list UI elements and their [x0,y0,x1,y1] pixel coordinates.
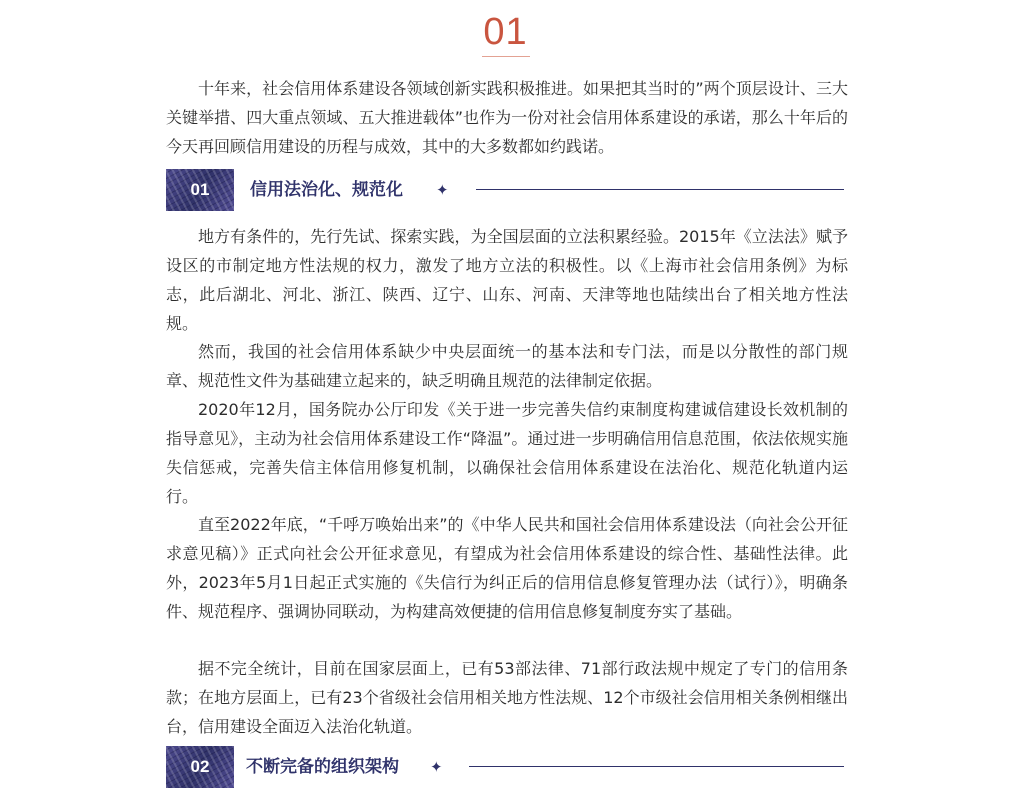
section-title: 信用法治化、规范化 [250,180,403,200]
section-header-02 [166,746,846,788]
body-paragraph: 地方有条件的，先行先试、探索实践，为全国层面的立法积累经验。2015年《立法法》赋予设区的市制定地方性法规的权力，激发了地方立法的积极性。以《上海市社会信用条例》为标志，此后湖北、河北、浙江、陕西、辽宁、山东、河南、天津等地也陆续出台了相关地方性法规。 [166,227,848,333]
section-header-01 [166,169,846,211]
sparkle-icon: ✦ [430,758,443,776]
section-divider-line [469,766,844,767]
intro-paragraph: 十年来，社会信用体系建设各领域创新实践积极推进。如果把其当时的”两个顶层设计、三大关键举措、四大重点领域、五大推进载体”也作为一份对社会信用体系建设的承诺，那么十年后的今天再回顾信用建设的历程与成效，其中的大多数都如约践诺。 [166,79,848,156]
section-title: 不断完备的组织架构 [246,757,399,777]
body-paragraph: 2020年12月，国务院办公厅印发《关于进一步完善失信约束制度构建诚信建设长效机制的指导意见》，主动为社会信用体系建设工作“降温”。通过进一步明确信用信息范围，依法依规实施失信惩戒，完善失信主体信用修复机制，以确保社会信用体系建设在法治化、规范化轨道内运行。 [166,400,848,506]
chapter-number: 01 [483,11,528,53]
chapter-number-underline [482,56,530,57]
body-paragraph: 然而，我国的社会信用体系缺少中央层面统一的基本法和专门法，而是以分散性的部门规章、规范性文件为基础建立起来的，缺乏明确且规范的法律制定依据。 [166,342,848,390]
body-paragraph: 直至2022年底，“千呼万唤始出来”的《中华人民共和国社会信用体系建设法（向社会公开征求意见稿）》正式向社会公开征求意见，有望成为社会信用体系建设的综合性、基础性法律。此外，2023年5月1日起正式实施的《失信行为纠正后的信用信息修复管理办法（试行）》，明确条件、规范程序、强调协同联动，为构建高效便捷的信用信息修复制度夯实了基础。 [166,515,848,621]
section-badge-number: 02 [190,757,210,776]
section-divider-line [476,189,844,190]
section-badge-number: 01 [190,180,210,199]
body-paragraph: 据不完全统计，目前在国家层面上，已有53部法律、71部行政法规中规定了专门的信用条款；在地方层面上，已有23个省级社会信用相关地方性法规、12个市级社会信用相关条例相继出台，信用建设全面迈入法治化轨道。 [166,659,848,736]
sparkle-icon: ✦ [436,181,449,199]
